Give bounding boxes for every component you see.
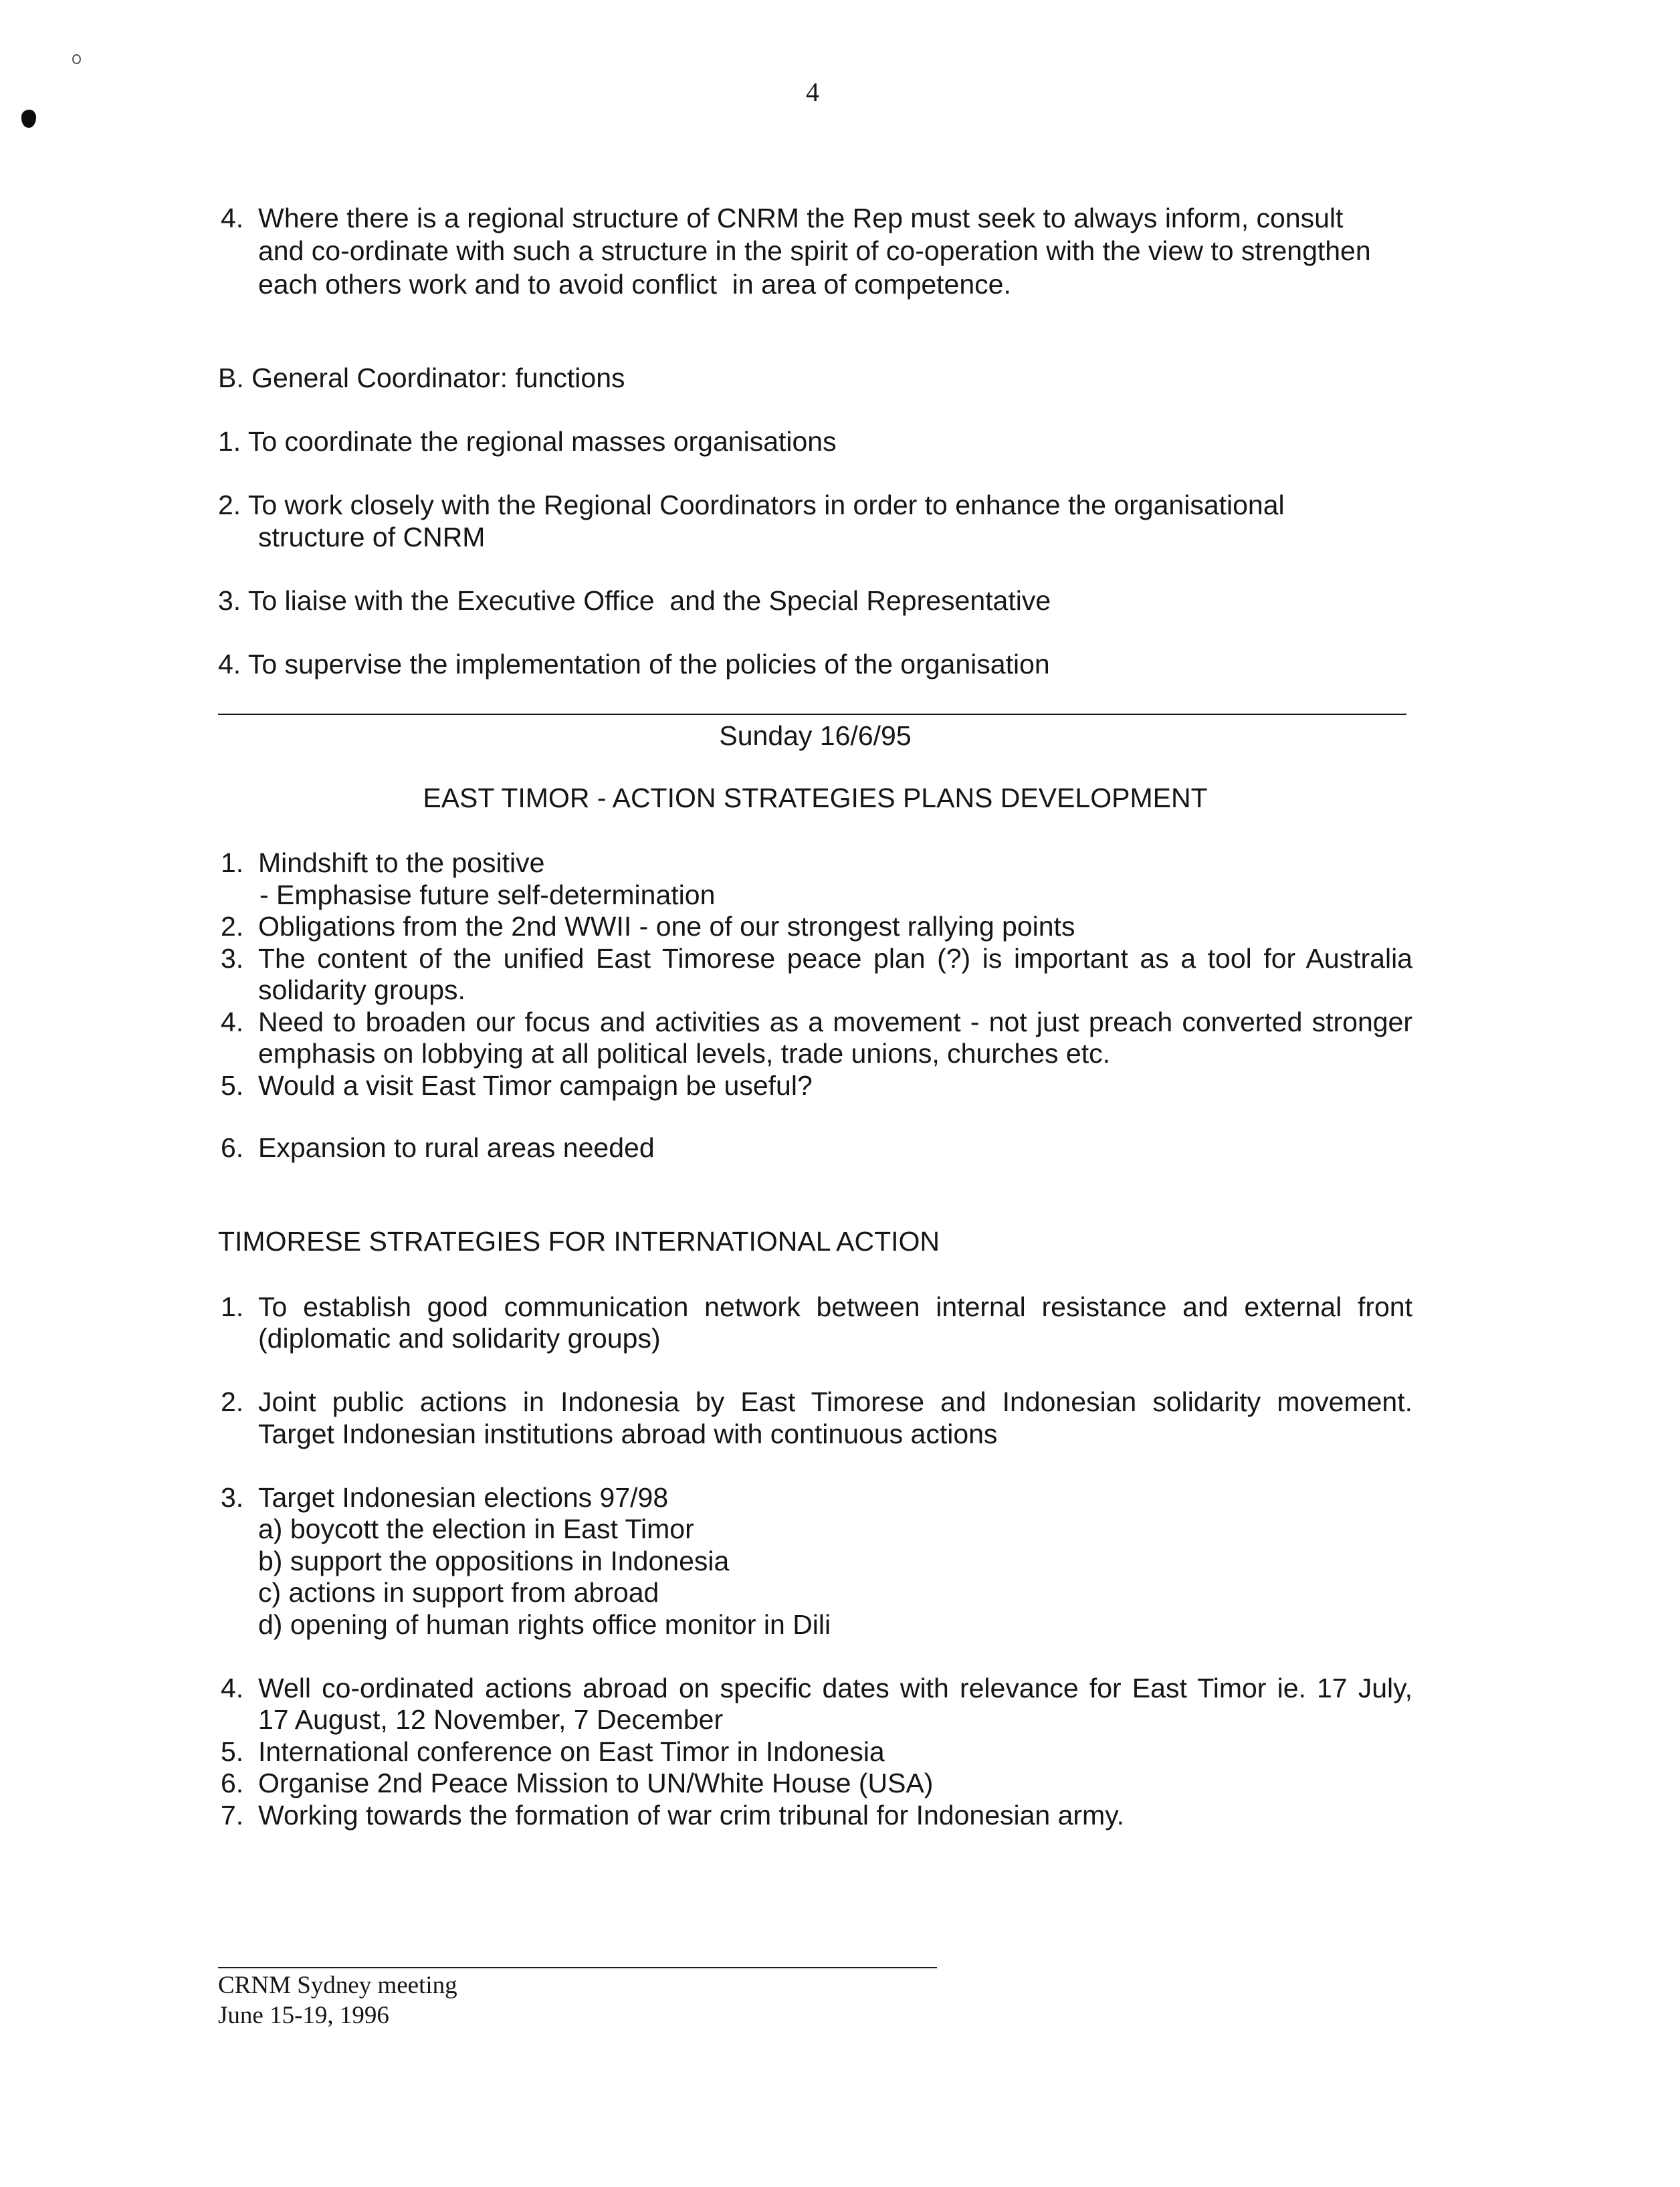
section-heading: B. General Coordinator: functions (218, 362, 625, 394)
list-number: 4. (221, 202, 244, 233)
list-item-text: To liaise with the Executive Office and the Special Representative (247, 585, 1051, 616)
list-item-text: The content of the unified East Timorese peace plan (?) is important as a tool for Australia (258, 942, 1412, 974)
list-item-text: Need to broaden our focus and activities as a movement - not just preach converted stronger (258, 1006, 1412, 1037)
list-item-text: Well co-ordinated actions abroad on specific dates with relevance for East Timor ie. 17 July, (258, 1672, 1412, 1703)
list-number: 6. (221, 1132, 244, 1163)
list-number: 2. (221, 1386, 244, 1417)
session-date: Sunday 16/6/95 (719, 720, 912, 752)
list-number: 1. (221, 1291, 244, 1322)
list-item-text: Would a visit East Timor campaign be useful? (258, 1070, 813, 1101)
page-number: 4 (806, 77, 819, 107)
list-number: 4. (221, 1006, 244, 1037)
footer-meeting: CRNM Sydney meeting (218, 1971, 457, 1999)
list-item-text: Obligations from the 2nd WWII - one of our strongest rallying points (258, 911, 1075, 942)
scan-mark (72, 54, 81, 64)
sub-item-text: d) opening of human rights office monitor in Dili (258, 1608, 831, 1640)
list-item-text: 17 August, 12 November, 7 December (258, 1704, 724, 1736)
list-number: 3. (221, 942, 244, 974)
section-divider (218, 714, 1406, 715)
list-number: 7. (221, 1799, 244, 1831)
list-item-text: Mindshift to the positive (258, 847, 545, 879)
list-item-text: Target Indonesian elections 97/98 (258, 1481, 669, 1513)
list-number: 3. (218, 585, 241, 616)
list-item-text: solidarity groups. (258, 974, 465, 1006)
list-number: 6. (221, 1768, 244, 1799)
list-item-text: emphasis on lobbying at all political levels, trade unions, churches etc. (258, 1038, 1110, 1069)
list-item-text: Expansion to rural areas needed (258, 1132, 655, 1163)
list-item-text: To supervise the implementation of the policies of the organisation (247, 648, 1050, 680)
footer-divider (218, 1967, 937, 1968)
list-item-text: To establish good communication network between internal resistance and external front (258, 1291, 1412, 1322)
list-number: 3. (221, 1481, 244, 1513)
list-item-text: Where there is a regional structure of CNRM the Rep must seek to always inform, consult (258, 202, 1344, 233)
footer-dates: June 15-19, 1996 (218, 2002, 389, 2029)
list-item-text: Target Indonesian institutions abroad with continuous actions (258, 1418, 998, 1449)
list-number: 2. (221, 911, 244, 942)
list-item-text: and co-ordinate with such a structure in the spirit of co-operation with the view to strengthen (258, 235, 1371, 267)
list-number: 5. (221, 1070, 244, 1101)
list-number: 2. (218, 490, 241, 521)
list-number: 5. (221, 1736, 244, 1767)
hole-punch-mark (21, 110, 36, 128)
list-item-text: To coordinate the regional masses organisations (247, 426, 837, 457)
list-item-text: (diplomatic and solidarity groups) (258, 1323, 661, 1354)
list-item-text: International conference on East Timor in Indonesia (258, 1736, 885, 1767)
list-item-text: Working towards the formation of war crim tribunal for Indonesian army. (258, 1799, 1125, 1831)
list-item-text: Organise 2nd Peace Mission to UN/White House (USA) (258, 1768, 934, 1799)
list-item-text: To work closely with the Regional Coordinators in order to enhance the organisational (247, 490, 1285, 521)
list-item (218, 585, 1051, 617)
section-heading: TIMORESE STRATEGIES FOR INTERNATIONAL ACTION (218, 1226, 940, 1257)
list-number: 4. (221, 1672, 244, 1703)
list-item (218, 490, 1285, 522)
list-item-text: structure of CNRM (258, 521, 486, 552)
list-item-text: - Emphasise future self-determination (259, 879, 716, 910)
list-number: 1. (218, 426, 241, 457)
list-item (218, 426, 837, 458)
section-heading: EAST TIMOR - ACTION STRATEGIES PLANS DEVELOPMENT (423, 783, 1208, 814)
list-item-text: each others work and to avoid conflict in area of competence. (258, 268, 1011, 300)
sub-item-text: b) support the oppositions in Indonesia (258, 1545, 730, 1576)
sub-item-text: c) actions in support from abroad (258, 1577, 659, 1608)
list-number: 1. (221, 847, 244, 879)
list-number: 4. (218, 648, 241, 680)
list-item (218, 649, 1050, 681)
list-item-text: Joint public actions in Indonesia by East Timorese and Indonesian solidarity movement. (258, 1386, 1412, 1417)
sub-item-text: a) boycott the election in East Timor (258, 1514, 694, 1545)
